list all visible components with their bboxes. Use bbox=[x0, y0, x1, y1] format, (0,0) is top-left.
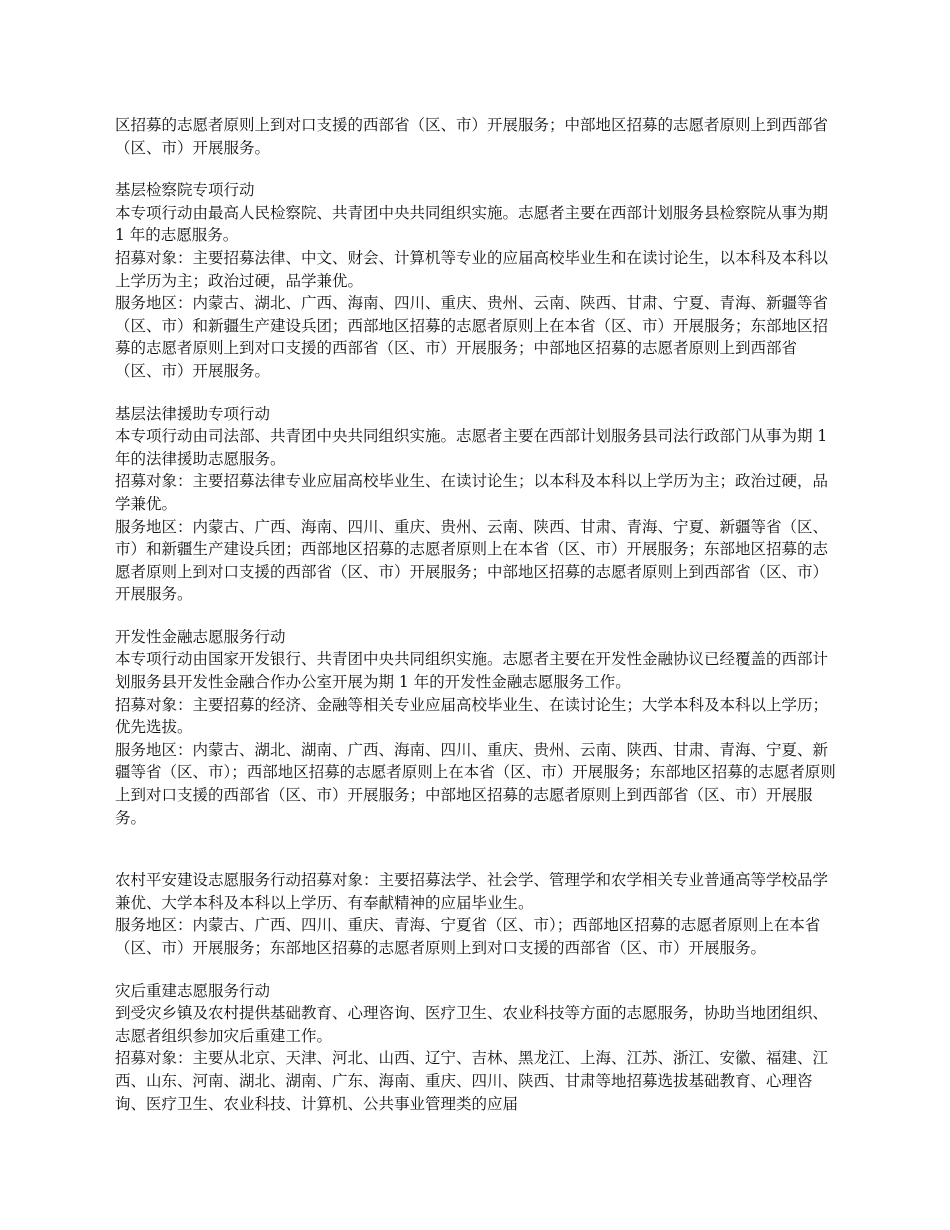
intro-paragraph bbox=[115, 114, 840, 159]
section-disaster-rebuild bbox=[115, 980, 840, 1116]
section-legal-aid bbox=[115, 403, 840, 606]
section-development-finance bbox=[115, 626, 840, 829]
section-title: 灾后重建志愿服务行动 bbox=[115, 981, 271, 1000]
section-title: 开发性金融志愿服务行动 bbox=[115, 627, 286, 646]
section-service-area: 服务地区：内蒙古、湖北、广西、海南、四川、重庆、贵州、云南、陕西、甘肃、宁夏、青海、新疆等省（区、市）和新疆生产建设兵团；西部地区招募的志愿者原则上在本省（区、市）开展服务；东部地区招募的志愿者原则上到对口支援的西部省（区、市）开展服务；中部地区招募的志愿者原则上到西部省（区、市）开展服务。 bbox=[115, 294, 829, 380]
section-recruit-target: 招募对象：主要从北京、天津、河北、山西、辽宁、吉林、黑龙江、上海、江苏、浙江、安徽、福建、江西、山东、河南、湖北、湖南、广东、海南、重庆、四川、陕西、甘肃等地招募选拔基础教育、心理咨询、医疗卫生、农业科技、计算机、公共事业管理类的应届 bbox=[115, 1049, 829, 1113]
section-service-area: 服务地区：内蒙古、广西、四川、重庆、青海、宁夏省（区、市）；西部地区招募的志愿者原则上在本省（区、市）开展服务；东部地区招募的志愿者原则上到对口支援的西部省（区、市）开展服务。 bbox=[115, 916, 821, 957]
section-description: 本专项行动由最高人民检察院、共青团中央共同组织实施。志愿者主要在西部计划服务县检察院从事为期 1 年的志愿服务。 bbox=[115, 203, 829, 245]
section-recruit-target: 农村平安建设志愿服务行动招募对象：主要招募法学、社会学、管理学和农学相关专业普通高等学校品学兼优、大学本科及本科以上学历、有奉献精神的应届毕业生。 bbox=[115, 871, 829, 912]
section-service-area: 服务地区：内蒙古、湖北、湖南、广西、海南、四川、重庆、贵州、云南、陕西、甘肃、青海、宁夏、新疆等省（区、市）；西部地区招募的志愿者原则上在本省（区、市）开展服务；东部地区招募的志愿者原则上到对口支援的西部省（区、市）开展服务；中部地区招募的志愿者原则上到西部省（区、市）开展服务。 bbox=[115, 740, 836, 827]
section-recruit-target: 招募对象：主要招募法律、中文、财会、计算机等专业的应届高校毕业生和在读讨论生，以本科及本科以上学历为主；政治过硬，品学兼优。 bbox=[115, 248, 829, 290]
section-service-area: 服务地区：内蒙古、广西、海南、四川、重庆、贵州、云南、陕西、甘肃、青海、宁夏、新疆等省（区、市）和新疆生产建设兵团；西部地区招募的志愿者原则上在本省（区、市）开展服务；东部地区招募的志愿者原则上到对口支援的西部省（区、市）开展服务；中部地区招募的志愿者原则上到西部省（区、市）开展服务。 bbox=[115, 517, 829, 604]
section-rural-safety bbox=[115, 869, 840, 959]
section-procuratorate bbox=[115, 179, 840, 382]
section-description: 到受灾乡镇及农村提供基础教育、心理咨询、医疗卫生、农业科技等方面的志愿服务，协助当地团组织、志愿者组织参加灾后重建工作。 bbox=[115, 1004, 829, 1045]
document-page bbox=[115, 114, 840, 1115]
section-title: 基层法律援助专项行动 bbox=[115, 404, 271, 423]
section-recruit-target: 招募对象：主要招募法律专业应届高校毕业生、在读讨论生；以本科及本科以上学历为主；政治过硬，品学兼优。 bbox=[115, 472, 829, 513]
section-description: 本专项行动由国家开发银行、共青团中央共同组织实施。志愿者主要在开发性金融协议已经覆盖的西部计划服务县开发性金融合作办公室开展为期 1 年的开发性金融志愿服务工作。 bbox=[115, 650, 829, 692]
intro-text: 区招募的志愿者原则上到对口支援的西部省（区、市）开展服务；中部地区招募的志愿者原则上到西部省（区、市）开展服务。 bbox=[115, 116, 829, 157]
section-title: 基层检察院专项行动 bbox=[115, 181, 255, 200]
section-description: 本专项行动由司法部、共青团中央共同组织实施。志愿者主要在西部计划服务县司法行政部门从事为期 1 年的法律援助志愿服务。 bbox=[115, 427, 828, 468]
section-recruit-target: 招募对象：主要招募的经济、金融等相关专业应届高校毕业生、在读讨论生；大学本科及本科以上学历；优先选拔。 bbox=[115, 695, 829, 737]
